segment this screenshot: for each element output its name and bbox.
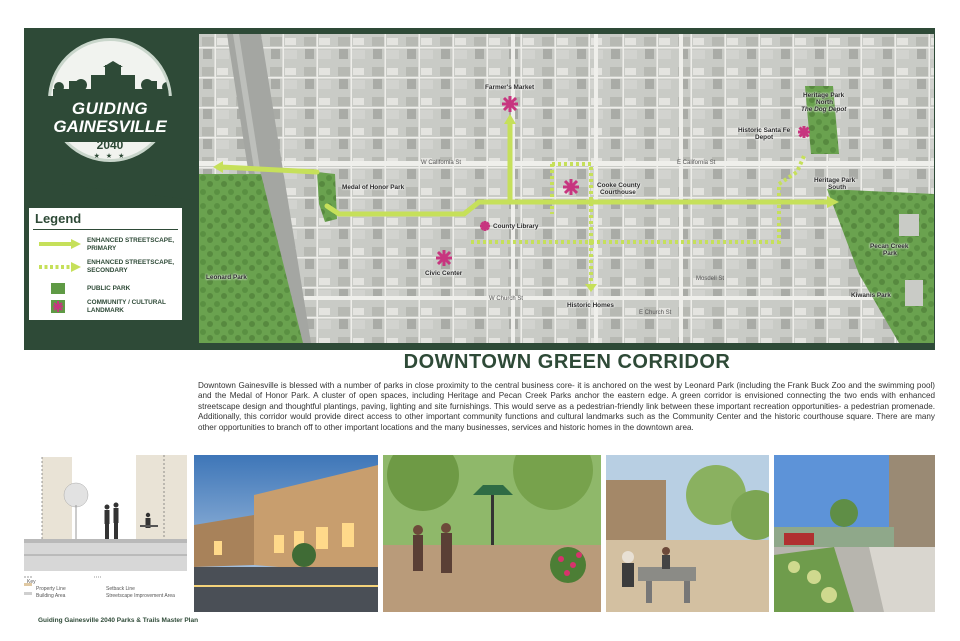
street-section-diagram (24, 455, 187, 612)
label-leonard-park: Leonard Park (206, 274, 247, 281)
photo-sidewalk-planting (774, 455, 935, 612)
street-w-california: W California St (421, 160, 462, 166)
photo-pedestrian-plaza (383, 455, 601, 612)
label-heritage-north-3: The Dog Depot (801, 106, 847, 113)
label-kiwanis-park: Kiwanis Park (851, 292, 891, 299)
page-title: DOWNTOWN GREEN CORRIDOR (403, 351, 731, 373)
dotted-arrow-icon (35, 258, 83, 280)
street-mosdell: Mosdell St (696, 276, 725, 282)
logo-line-1: GUIDING (71, 99, 149, 118)
label-historic-homes: Historic Homes (567, 302, 614, 309)
legend-title: Legend (35, 211, 82, 226)
guiding-gainesville-logo (40, 38, 180, 178)
street-photo-drawing (194, 455, 378, 612)
solid-arrow-icon (35, 236, 83, 258)
section-key-title: Key (27, 579, 36, 585)
photo-plaza-games (606, 455, 769, 612)
street-w-church: W Church St (489, 296, 524, 302)
games-photo-drawing (606, 455, 769, 612)
street-e-church: E Church St (639, 310, 672, 316)
label-heritage-south-1: Heritage Park (814, 177, 856, 184)
label-heritage-south-2: South (828, 184, 847, 191)
photo-historic-street (194, 455, 378, 612)
label-heritage-north-1: Heritage Park (803, 92, 845, 99)
logo-stars: ★ ★ ★ (93, 153, 127, 160)
label-civic-center: Civic Center (425, 270, 463, 277)
section-key-streetscape: Streetscape Improvement Area (106, 593, 175, 599)
section-key-building: Building Area (36, 593, 66, 599)
plaza-photo-drawing (383, 455, 601, 612)
label-santa-fe-1: Historic Santa Fe (738, 127, 791, 134)
map-canvas (199, 34, 934, 343)
landmark-asterisk-icon (35, 298, 83, 320)
label-santa-fe-2: Depot (755, 134, 774, 141)
street-e-california: E California St (677, 160, 716, 166)
downtown-map (199, 34, 934, 343)
label-courthouse-2: Courthouse (600, 189, 636, 196)
label-county-library: County Library (493, 223, 539, 230)
legend-item-primary (35, 236, 181, 258)
legend-label-secondary: ENHANCED STREETSCAPE, SECONDARY (87, 259, 174, 274)
sidewalk-photo-drawing (774, 455, 935, 612)
label-pecan-creek-1: Pecan Creek (870, 243, 909, 250)
legend-item-landmark (35, 298, 181, 320)
legend-item-secondary (35, 258, 181, 280)
legend-label-park: PUBLIC PARK (87, 285, 131, 292)
logo-year: 2040 (96, 138, 124, 152)
label-pecan-creek-2: Park (883, 250, 897, 257)
map-legend (28, 207, 183, 321)
section-key-setback: Setback Line (106, 586, 135, 592)
footer-caption: Guiding Gainesville 2040 Parks & Trails Master Plan (38, 617, 199, 624)
logo-wedge (24, 180, 194, 200)
label-farmers-market: Farmer's Market (485, 84, 535, 91)
section-key-property: Property Line (36, 586, 66, 592)
legend-label-primary: ENHANCED STREETSCAPE, PRIMARY (87, 237, 174, 252)
label-courthouse-1: Cooke County (597, 182, 641, 189)
body-paragraph: Downtown Gainesville is blessed with a number of parks in close proximity to the central business core- it is anchored on the west by Leonard Park (including the Frank Buck Zoo and the swimming pool) and the Medal of Honor Park. A cluster of open spaces, including Heritage and Pecan Creek Parks anchor the eastern edge. A green corridor is envisioned connecting the two ends with enhanced streetscape design and thoughtful plantings, paving, lighting and site furnishings. This would serve as a pedestrian-friendly link between these important recreation opportunities- a pedestrian promenade. Additionally, this corridor would provide direct access to other important community functions and cultural landmarks such as the Community Center and the historic courthouse square. There are many other opportunities to branch off to other important locations and the many businesses, services and historic homes in the downtown area. (198, 381, 935, 432)
logo-line-2: GAINESVILLE (53, 117, 167, 136)
label-medal-of-honor: Medal of Honor Park (342, 184, 405, 191)
legend-divider (33, 229, 178, 230)
legend-label-landmark: COMMUNITY / CULTURAL LANDMARK (87, 299, 166, 314)
label-heritage-north-2: North (816, 99, 834, 106)
